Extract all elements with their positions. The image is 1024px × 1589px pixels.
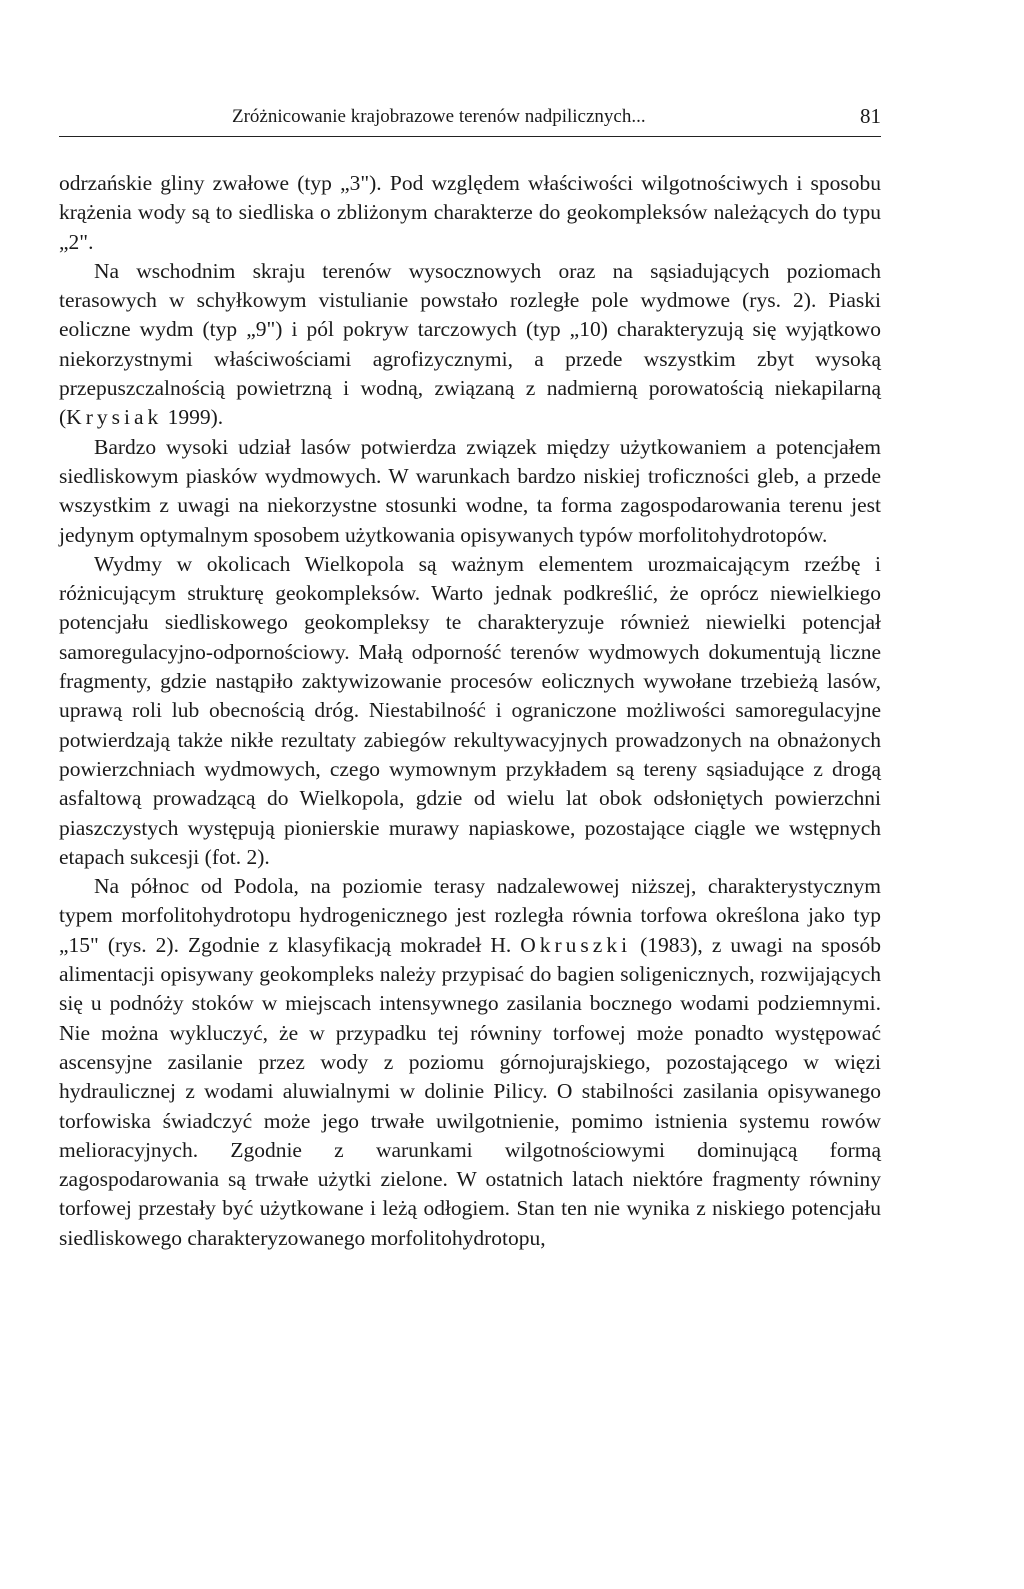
paragraph-1 — [59, 169, 881, 257]
author-citation: Krysiak — [66, 405, 163, 430]
paragraph-text: Na północ od Podola, na poziomie terasy nadzalewowej niższej, charakterystycznym typem morfolitohydrotopu hydrogenicznego jest rozległa równia torfowa określona jako typ „15" (rys. 2). Zgodnie z klasyfikacją mokradeł H. — [59, 874, 881, 957]
paragraph-text: Na wschodnim skraju terenów wysocznowych oraz na sąsiadujących poziomach terasowych w schyłkowym vistulianie powstało rozległe pole wydmowe (rys. 2). Piaski eoliczne wydm (typ „9") i pól pokryw tarczowych (typ „10) charakteryzują się wyjątkowo niekorzystnymi właściwościami agrofizycznymi, a przede wszystkim zbyt wysoką przepuszczalnością powietrzną i wodną, związaną z nadmierną porowatością niekapilarną ( — [59, 258, 881, 430]
paragraph-text: Wydmy w okolicach Wielkopola są ważnym elementem urozmaicającym rzeźbę i różnicującym strukturę geokompleksów. Warto jednak podkreślić, że oprócz niewielkiego potencjału siedliskowego geokompleksy te charakteryzuje również niewielki potencjał samoregulacyjno-odpornościowy. Małą odporność terenów wydmowych dokumentują liczne fragmenty, gdzie nastąpiło zaktywizowanie procesów eolicznych wywołane trzebieżą lasów, uprawą roli lub obecnością dróg. Niestabilność i ograniczone możliwości samoregulacyjne potwierdzają także nikłe rezultaty zabiegów rekultywacyjnych prowadzonych na obnażonych powierzchniach wydmowych, czego wymownym przykładem są tereny sąsiadujące z drogą asfaltową prowadzącą do Wielkopola, gdzie od wielu lat obok odsłoniętych powierzchni piaszczystych występują pionierskie murawy napiaskowe, pozostające ciągle we wstępnych etapach sukcesji (fot. 2). — [59, 551, 881, 869]
paragraph-2 — [59, 257, 881, 433]
running-title: Zróżnicowanie krajobrazowe terenów nadpilicznych... — [232, 106, 646, 127]
paragraph-4 — [59, 550, 881, 872]
author-citation: Okruszki — [520, 932, 632, 957]
body-text — [59, 169, 881, 1253]
page-number: 81 — [860, 104, 881, 128]
paragraph-text: (1983), z uwagi na sposób alimentacji opisywany geokompleks należy przypisać do bagien soligenicznych, rozwijających się u podnóży stoków w miejscach intensywnego zasilania bocznego wodami podziemnymi. Nie można wykluczyć, że w przypadku tej równiny torfowej może ponadto występować ascensyjne zasilanie przez wody z poziomu górnojurajskiego, pozostającego w więzi hydraulicznej z wodami aluwialnymi w dolinie Pilicy. O stabilności zasilania opisywanego torfowiska świadczyć może jego trwałe uwilgotnienie, pomimo istnienia systemu rowów melioracyjnych. Zgodnie z warunkami wilgotnościowymi dominującą formą zagospodarowania są trwałe użytki zielone. W ostatnich latach niektóre fragmenty równiny torfowej przestały być użytkowane i leżą odłogiem. Stan ten nie wynika z niskiego potencjału siedliskowego charakteryzowanego morfolitohydrotopu, — [59, 932, 881, 1250]
paragraph-5 — [59, 872, 881, 1253]
paragraph-3 — [59, 433, 881, 550]
paragraph-text: odrzańskie gliny zwałowe (typ „3"). Pod względem właściwości wilgotnościwych i sposobu krążenia wody są to siedliska o zbliżonym charakterze do geokompleksów należących do typu „2". — [59, 171, 881, 254]
paragraph-text: 1999). — [162, 405, 224, 430]
paragraph-text: Bardzo wysoki udział lasów potwierdza związek między użytkowaniem a potencjałem siedliskowym piasków wydmowych. W warunkach bardzo niskiej troficzności gleb, a przede wszystkim z uwagi na niekorzystne stosunki wodne, ta forma zagospodarowania terenu jest jedynym optymalnym sposobem użytkowania opisywanych typów morfolitohydrotopów. — [59, 434, 881, 547]
document-page — [59, 100, 881, 1253]
running-header — [59, 100, 881, 137]
